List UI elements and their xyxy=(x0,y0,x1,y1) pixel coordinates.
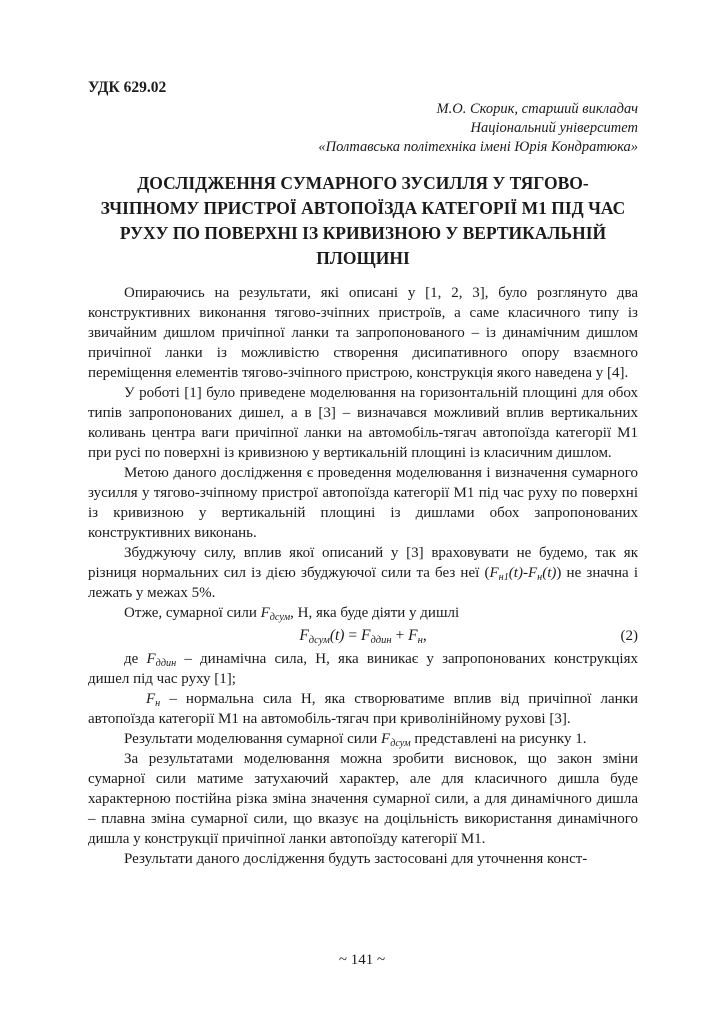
math-subscript: ддин xyxy=(155,657,177,669)
equation-body: $F_{дсум}(t) = F_{ддин} + F_н$, xyxy=(299,627,427,646)
body-text xyxy=(88,283,638,869)
math-subscript: н xyxy=(155,697,161,709)
math-italic: (t) xyxy=(329,627,345,644)
math-variable: F xyxy=(360,627,371,644)
paragraph: Результати даного дослідження будуть застосовані для уточнення конст- xyxy=(124,851,588,867)
math-variable: F xyxy=(489,565,499,581)
page-content xyxy=(88,78,638,869)
author-block xyxy=(88,100,638,157)
math-subscript: н1 xyxy=(498,571,509,583)
paragraph: де $F_{ддин}$ – динамічна сила, Н, яка виникає у запропонованих конструкціях дишел під час руху [1]; xyxy=(88,651,638,687)
author-university: «Полтавська політехніка імені Юрія Кондратюка» xyxy=(318,139,638,155)
math-italic: (t) xyxy=(508,565,523,581)
paragraph: За результатами моделювання можна зробити висновок, що закон зміни сумарної сили матиме затухаючий характер, але для класичного дишла буде характерною постійна різка зміна значення сумарної сили, а для динамічного дишла – плавна зміна сумарної сили, що вказує на доцільність використання динамічного дишла у конструкції причіпної ланки автопоїзду категорії М1. xyxy=(88,751,638,847)
math-subscript: дсум xyxy=(308,634,330,646)
paragraph: Збуджуючу силу, вплив якої описаний у [3] враховувати не будемо, так як різниця нормальних сил із дією збуджуючої сили та без неї $(F_{н1}(t)-F_н(t))$ не значна і лежать у межах 5%. xyxy=(88,545,638,601)
math-variable: F xyxy=(381,731,391,747)
paragraph: Метою даного дослідження є проведення моделювання і визначення сумарного зусилля у тягово-зчіпному пристрої автопоїзда категорії М1 під час руху по поверхні із кривизною у вертикальній площині із дишлами обох запропонованих конструктивних виконань. xyxy=(88,465,638,541)
paragraph: Отже, сумарної сили $F_{дсум}$, Н, яка буде діяти у дишлі xyxy=(124,605,460,623)
page-number: ~ 141 ~ xyxy=(338,952,386,968)
udc-code: УДК 629.02 xyxy=(88,79,167,96)
paragraph: Опираючись на результати, які описані у [1, 2, 3], було розглянуто два конструктивних виконання тягово-зчіпних пристроїв, а саме класичного типу із звичайним дишлом причіпної ланки та запропонованого – із динамічним дишлом причіпної ланки із можливістю створення дисипативного опору взаємного переміщення елементів тягово-зчіпного пристрою, конструкція якого наведена у [4]. xyxy=(88,285,638,381)
author-name: М.О. Скорик, старший викладач xyxy=(436,101,638,117)
math-subscript: дсум xyxy=(390,737,411,749)
math-variable: F xyxy=(146,651,156,667)
equation xyxy=(88,624,638,648)
article-title: ДОСЛІДЖЕННЯ СУМАРНОГО ЗУСИЛЛЯ У ТЯГОВО-ЗЧІПНОМУ ПРИСТРОЇ АВТОПОЇЗДА КАТЕГОРІЇ М1 ПІД ЧАС РУХУ ПО ПОВЕРХНІ ІЗ КРИВИЗНОЮ У ВЕРТИКАЛЬНІЙ ПЛОЩИНІ xyxy=(100,173,626,268)
math-italic: (t) xyxy=(542,565,557,581)
paragraph: Результати моделювання сумарної сили $F_{дсум}$ представлені на рисунку 1. xyxy=(124,731,587,749)
author-affiliation: Національний університет xyxy=(470,120,638,136)
math-variable: F xyxy=(527,565,538,581)
paragraph: У роботі [1] було приведене моделювання на горизонтальній площині для обох типів запропонованих дишел, а в [3] – визначався можливий вплив вертикальних коливань центра ваги причіпної ланки на автомобіль-тягач автопоїзда категорії М1 при русі по поверхні із кривизною у вертикальній площині із класичним дишлом. xyxy=(88,385,638,461)
equation-number: (2) xyxy=(620,628,638,644)
math-variable: F xyxy=(146,691,156,707)
math-subscript: ддин xyxy=(370,634,392,646)
math-variable: F xyxy=(260,605,270,621)
math-subscript: дсум xyxy=(269,611,291,623)
math-subscript: н xyxy=(537,571,543,583)
math-variable: F xyxy=(408,627,418,644)
math-variable: F xyxy=(299,627,309,644)
math-subscript: н xyxy=(417,634,423,646)
paragraph: $F_н$ – нормальна сила Н, яка створюватиме вплив від причіпної ланки автопоїзда категорії М1 на автомобіль-тягач при криволінійному рухові [3]. xyxy=(88,691,638,727)
